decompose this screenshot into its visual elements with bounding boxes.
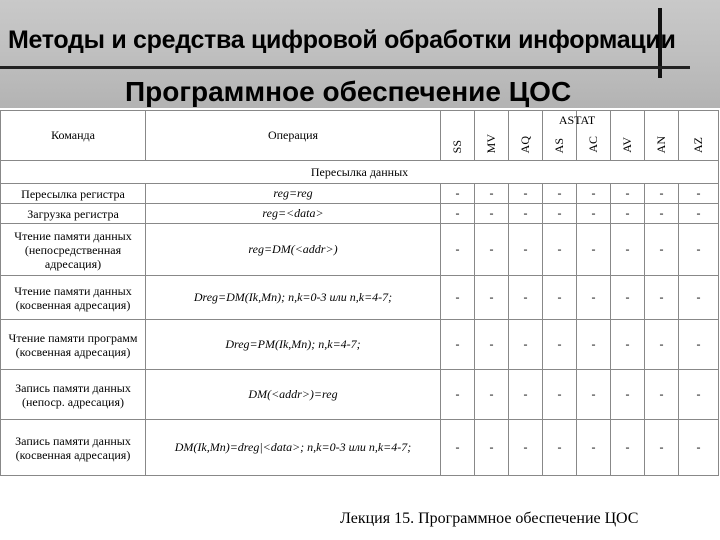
flag-cell: - xyxy=(543,276,577,320)
flag-header-as: AS xyxy=(552,137,566,153)
flag-cell: - xyxy=(611,224,645,276)
astat-label: ASTAT xyxy=(558,113,596,127)
flag-header-an: AN xyxy=(654,135,668,153)
table-row xyxy=(1,420,719,476)
header-operation: Операция xyxy=(146,111,441,161)
flag-cell: - xyxy=(475,320,509,370)
command-cell: Чтение памяти программ (косвенная адресация) xyxy=(1,320,146,370)
flag-cell: - xyxy=(679,276,719,320)
flag-cell: - xyxy=(441,184,475,204)
table-row xyxy=(1,370,719,420)
flag-cell: - xyxy=(679,184,719,204)
flag-cell: - xyxy=(543,320,577,370)
flag-cell: - xyxy=(645,276,679,320)
flag-cell: - xyxy=(475,370,509,420)
flag-header-av: AV xyxy=(620,137,634,153)
flag-cell: - xyxy=(543,370,577,420)
command-cell: Чтение памяти данных (косвенная адресация) xyxy=(1,276,146,320)
flag-cell: - xyxy=(509,224,543,276)
flag-cell: - xyxy=(577,370,611,420)
slide-title: Программное обеспечение ЦОС xyxy=(125,76,572,107)
flag-cell: - xyxy=(543,420,577,476)
flag-cell: - xyxy=(441,224,475,276)
section-title: Пересылка данных xyxy=(1,161,719,184)
flag-cell: - xyxy=(475,276,509,320)
flag-cell: - xyxy=(645,420,679,476)
flag-header-ac: AC xyxy=(586,136,600,153)
flag-cell: - xyxy=(543,204,577,224)
flag-header-az: AZ xyxy=(691,137,705,153)
flag-header-aq: AQ xyxy=(518,135,532,153)
table-row xyxy=(1,276,719,320)
table-row xyxy=(1,320,719,370)
command-cell: Пересылка регистра xyxy=(1,184,146,204)
flag-cell: - xyxy=(543,224,577,276)
flag-cell: - xyxy=(679,204,719,224)
flag-cell: - xyxy=(645,370,679,420)
flag-cell: - xyxy=(679,420,719,476)
flag-cell: - xyxy=(645,204,679,224)
operation-cell: reg=DM(<addr>) xyxy=(146,224,441,276)
operation-cell: reg=reg xyxy=(146,184,441,204)
command-table xyxy=(0,110,719,476)
flag-cell: - xyxy=(475,420,509,476)
flag-cell: - xyxy=(441,276,475,320)
flag-cell: - xyxy=(509,204,543,224)
flag-cell: - xyxy=(577,276,611,320)
flag-cell: - xyxy=(577,320,611,370)
flag-cell: - xyxy=(611,204,645,224)
table-row xyxy=(1,184,719,204)
header-command: Команда xyxy=(1,111,146,161)
operation-cell: reg=<data> xyxy=(146,204,441,224)
flag-cell: - xyxy=(509,370,543,420)
flag-cell: - xyxy=(679,224,719,276)
flag-cell: - xyxy=(577,420,611,476)
flag-cell: - xyxy=(577,184,611,204)
flag-cell: - xyxy=(509,184,543,204)
flag-header-ss: SS xyxy=(450,139,464,153)
banner-horizontal-rule xyxy=(0,66,690,69)
operation-cell: DM(<addr>)=reg xyxy=(146,370,441,420)
flag-cell: - xyxy=(475,184,509,204)
flag-cell: - xyxy=(441,204,475,224)
flag-cell: - xyxy=(441,420,475,476)
flag-cell: - xyxy=(611,320,645,370)
flag-header-mv: MV xyxy=(484,133,498,153)
command-cell: Запись памяти данных (косвенная адресация) xyxy=(1,420,146,476)
flag-cell: - xyxy=(543,184,577,204)
flag-cell: - xyxy=(577,224,611,276)
command-cell: Загрузка регистра xyxy=(1,204,146,224)
flag-cell: - xyxy=(645,224,679,276)
flag-cell: - xyxy=(441,320,475,370)
flag-cell: - xyxy=(475,204,509,224)
table-row xyxy=(1,204,719,224)
flag-cell: - xyxy=(645,320,679,370)
table-row xyxy=(1,224,719,276)
operation-cell: DM(Ik,Mn)=dreg|<data>; n,k=0-3 или n,k=4-7; xyxy=(146,420,441,476)
command-cell: Чтение памяти данных (непосредственная адресация) xyxy=(1,224,146,276)
flag-cell: - xyxy=(679,320,719,370)
flag-cell: - xyxy=(611,420,645,476)
flag-cell: - xyxy=(611,370,645,420)
flag-cell: - xyxy=(611,184,645,204)
flag-cell: - xyxy=(577,204,611,224)
operation-cell: Dreg=PM(Ik,Mn); n,k=4-7; xyxy=(146,320,441,370)
flag-cell: - xyxy=(441,370,475,420)
flag-cell: - xyxy=(509,420,543,476)
course-title: Методы и средства цифровой обработки информации xyxy=(8,26,676,54)
flag-cell: - xyxy=(645,184,679,204)
flag-cell: - xyxy=(679,370,719,420)
flag-cell: - xyxy=(475,224,509,276)
flag-cell: - xyxy=(509,320,543,370)
flag-cell: - xyxy=(611,276,645,320)
command-cell: Запись памяти данных (непоср. адресация) xyxy=(1,370,146,420)
operation-cell: Dreg=DM(Ik,Mn); n,k=0-3 или n,k=4-7; xyxy=(146,276,441,320)
flag-cell: - xyxy=(509,276,543,320)
slide-footer: Лекция 15. Программное обеспечение ЦОС xyxy=(340,510,639,527)
